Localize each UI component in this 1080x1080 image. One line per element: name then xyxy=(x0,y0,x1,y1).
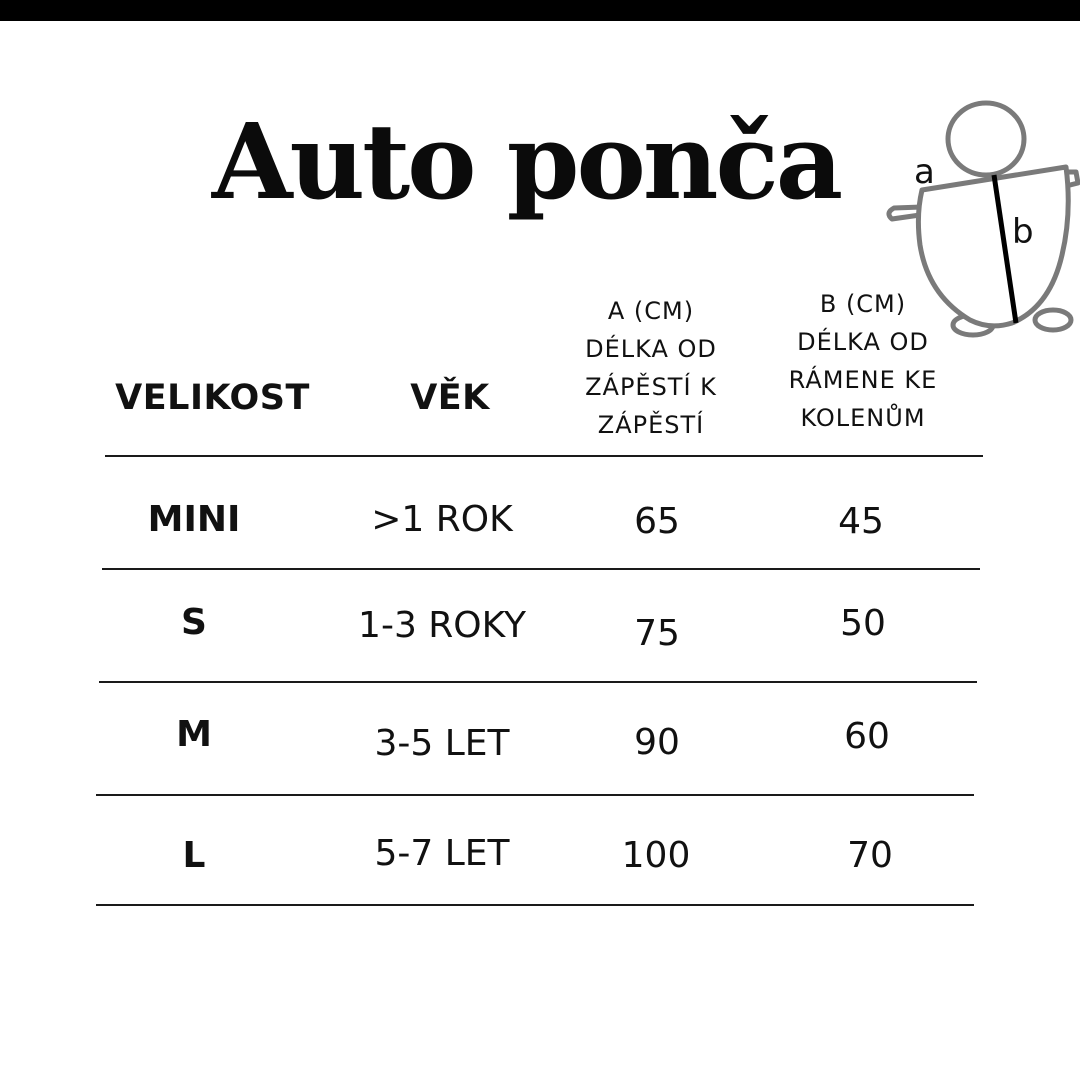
length-a-cell: 100 xyxy=(621,835,691,876)
size-cell: L xyxy=(182,835,206,876)
age-cell: 3-5 LET xyxy=(374,723,510,764)
header-age: VĚK xyxy=(410,378,490,418)
size-cell: S xyxy=(181,602,207,643)
header-size: VELIKOST xyxy=(115,378,310,418)
age-cell: >1 ROK xyxy=(371,499,513,540)
page-title: Auto ponča xyxy=(211,100,841,223)
size-cell: MINI xyxy=(147,499,241,540)
table-divider xyxy=(102,568,980,570)
length-b-cell: 60 xyxy=(844,716,890,757)
illustration-label-b: b xyxy=(1012,212,1034,252)
top-border-bar xyxy=(0,0,1080,21)
length-b-cell: 70 xyxy=(847,835,893,876)
table-divider xyxy=(96,794,974,796)
size-cell: M xyxy=(176,714,212,755)
table-divider xyxy=(105,455,983,457)
header-length-b: B (CM) DÉLKA OD RÁMENE KE KOLENŮM xyxy=(788,290,938,432)
age-cell: 5-7 LET xyxy=(374,833,510,874)
table-divider xyxy=(96,904,974,906)
length-a-cell: 65 xyxy=(634,501,680,542)
length-b-cell: 50 xyxy=(840,603,886,644)
illustration-label-a: a xyxy=(914,152,935,192)
header-length-a: A (CM) DÉLKA OD ZÁPĚSTÍ K ZÁPĚSTÍ xyxy=(585,297,717,439)
table-divider xyxy=(99,681,977,683)
length-a-cell: 75 xyxy=(634,613,680,654)
age-cell: 1-3 ROKY xyxy=(358,605,526,646)
length-b-cell: 45 xyxy=(838,501,884,542)
length-a-cell: 90 xyxy=(634,722,680,763)
